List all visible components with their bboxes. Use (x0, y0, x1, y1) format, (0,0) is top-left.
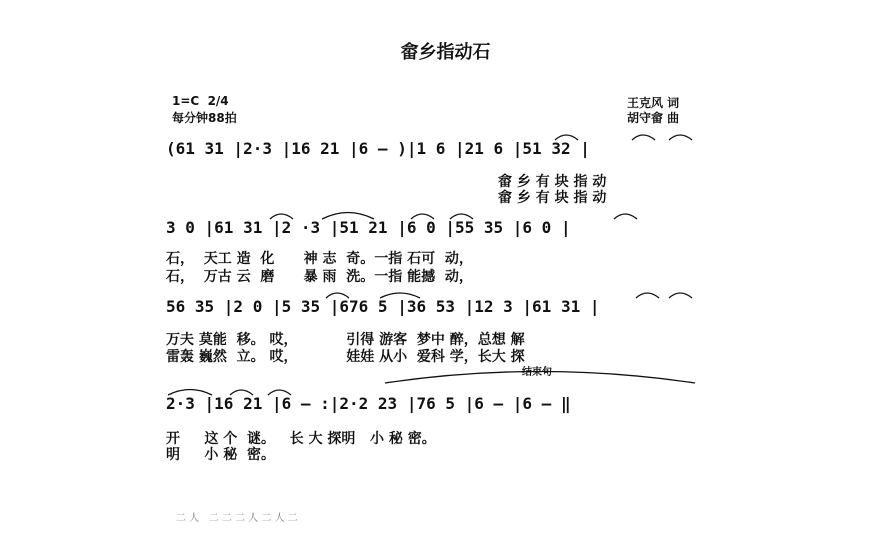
lyricist-credit: 王克风 词 (627, 96, 680, 110)
tempo-marking: 每分钟88拍 (172, 111, 237, 125)
lyric-row-1-verse-1: 畲 乡 有 块 指 动 (498, 174, 607, 190)
ending-label: 结束句 (522, 367, 552, 378)
song-title: 畲乡指动石 (400, 42, 491, 63)
slur-row2-d (450, 214, 473, 219)
slur-row1-b (632, 135, 655, 140)
lyric-row-3-verse-1: 万夫 莫能 移。 哎， 引得 游客 梦中 醉，总想 解 (166, 332, 525, 348)
lyric-row-3-verse-2: 雷轰 巍然 立。 哎， 娃娃 从小 爱科 学，长大 探 (166, 349, 525, 365)
lyric-row-4-verse-1: 开 这 个 谜。 长 大 探明 小 秘 密。 (166, 431, 436, 447)
footer-text: 二 人 二 二 二 人 二 人 二 (176, 513, 298, 524)
slur-row1-a (555, 135, 578, 140)
slur-row2-e (614, 214, 637, 219)
notation-row-2: 3 0 |61 31 |2 ·3 |51 21 |6 0 |55 35 |6 0 | (166, 218, 571, 237)
slur-row4-c (268, 390, 291, 395)
lyric-row-2-verse-2: 石， 万古 云 磨 暴 雨 洗。一指 能撼 动， (166, 269, 473, 285)
slur-row3-a (326, 293, 349, 298)
slur-row2-c (411, 214, 434, 219)
slur-row3-b (380, 293, 420, 298)
slur-row3-c (636, 293, 659, 298)
lyric-row-1-verse-2: 畲 乡 有 块 指 动 (498, 190, 607, 206)
lyric-row-2-verse-1: 石， 天工 造 化 神 志 奇。一指 石可 动， (166, 251, 473, 267)
slur-row1-c (669, 135, 692, 140)
ending-bracket (385, 372, 695, 384)
lyric-row-4-verse-2: 明 小 秘 密。 (166, 447, 275, 463)
notation-row-1: (61 31 |2·3 |16 21 |6 — )|1 6 |21 6 |51 32 | (166, 139, 590, 158)
slur-row4-a (168, 390, 212, 396)
slur-row4-b (230, 390, 253, 395)
slur-row2-b (322, 213, 374, 220)
slur-row2-a (270, 214, 293, 219)
slur-row3-d (669, 293, 692, 298)
notation-row-4: 2·3 |16 21 |6 — :|2·2 23 |76 5 |6 — |6 — ‖ (166, 394, 571, 413)
notation-row-3: 56 35 |2 0 |5 35 |676 5 |36 53 |12 3 |61 31 | (166, 297, 600, 316)
composer-credit: 胡守畲 曲 (627, 111, 680, 125)
key-time-signature: 1=C 2/4 (172, 94, 229, 108)
